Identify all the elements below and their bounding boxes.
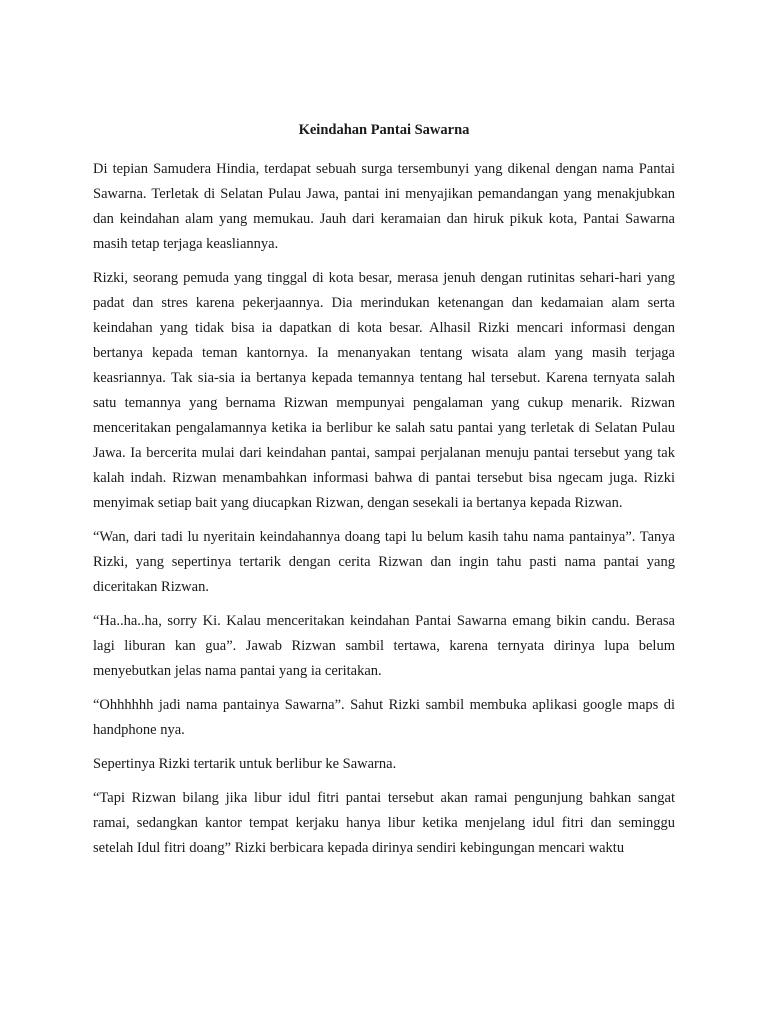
- paragraph-1: Di tepian Samudera Hindia, terdapat sebuah surga tersembunyi yang dikenal dengan nama Pantai Sawarna. Terletak di Selatan Pulau Jawa, pantai ini menyajikan pemandangan yang menakjubkan dan keindahan alam yang memukau. Jauh dari keramaian dan hiruk pikuk kota, Pantai Sawarna masih tetap terjaga keasliannya.: [93, 161, 675, 252]
- paragraph-4: “Ha..ha..ha, sorry Ki. Kalau menceritakan keindahan Pantai Sawarna emang bikin candu. Berasa lagi liburan kan gua”. Jawab Rizwan sambil tertawa, karena ternyata dirinya lupa belum menyebutkan jelas nama pantai yang ia ceritakan.: [93, 613, 675, 679]
- paragraph-2: Rizki, seorang pemuda yang tinggal di kota besar, merasa jenuh dengan rutinitas sehari-hari yang padat dan stres karena pekerjaannya. Dia merindukan ketenangan dan kedamaian alam serta keindahan yang tidak bisa ia dapatkan di kota besar. Alhasil Rizki mencari informasi dengan bertanya kepada teman kantornya. Ia menanyakan tentang wisata alam yang masih terjaga keasriannya. Tak sia-sia ia bertanya kepada temannya tentang hal tersebut. Karena ternyata salah satu temannya yang bernama Rizwan mempunyai pengalaman yang cukup menarik. Rizwan menceritakan pengalamannya ketika ia berlibur ke salah satu pantai yang terletak di Selatan Pulau Jawa. Ia bercerita mulai dari keindahan pantai, sampai perjalanan menuju pantai tersebut yang tak kalah indah. Rizwan menambahkan informasi bahwa di pantai tersebut bisa ngecam juga. Rizki menyimak setiap bait yang diucapkan Rizwan, dengan sesekali ia bertanya kepada Rizwan.: [93, 270, 675, 511]
- document-title: Keindahan Pantai Sawarna: [298, 122, 470, 138]
- paragraph-5: “Ohhhhhh jadi nama pantainya Sawarna”. Sahut Rizki sambil membuka aplikasi google maps di handphone nya.: [93, 697, 675, 738]
- paragraph-3: “Wan, dari tadi lu nyeritain keindahannya doang tapi lu belum kasih tahu nama pantainya”. Tanya Rizki, yang sepertinya tertarik dengan cerita Rizwan dan ingin tahu pasti nama pantai yang diceritakan Rizwan.: [93, 529, 675, 595]
- paragraph-7: “Tapi Rizwan bilang jika libur idul fitri pantai tersebut akan ramai pengunjung bahkan sangat ramai, sedangkan kantor tempat kerjaku hanya libur ketika menjelang idul fitri dan seminggu setelah Idul fitri doang” Rizki berbicara kepada dirinya sendiri kebingungan mencari waktu: [93, 790, 675, 856]
- paragraph-6: Sepertinya Rizki tertarik untuk berlibur ke Sawarna.: [93, 756, 397, 772]
